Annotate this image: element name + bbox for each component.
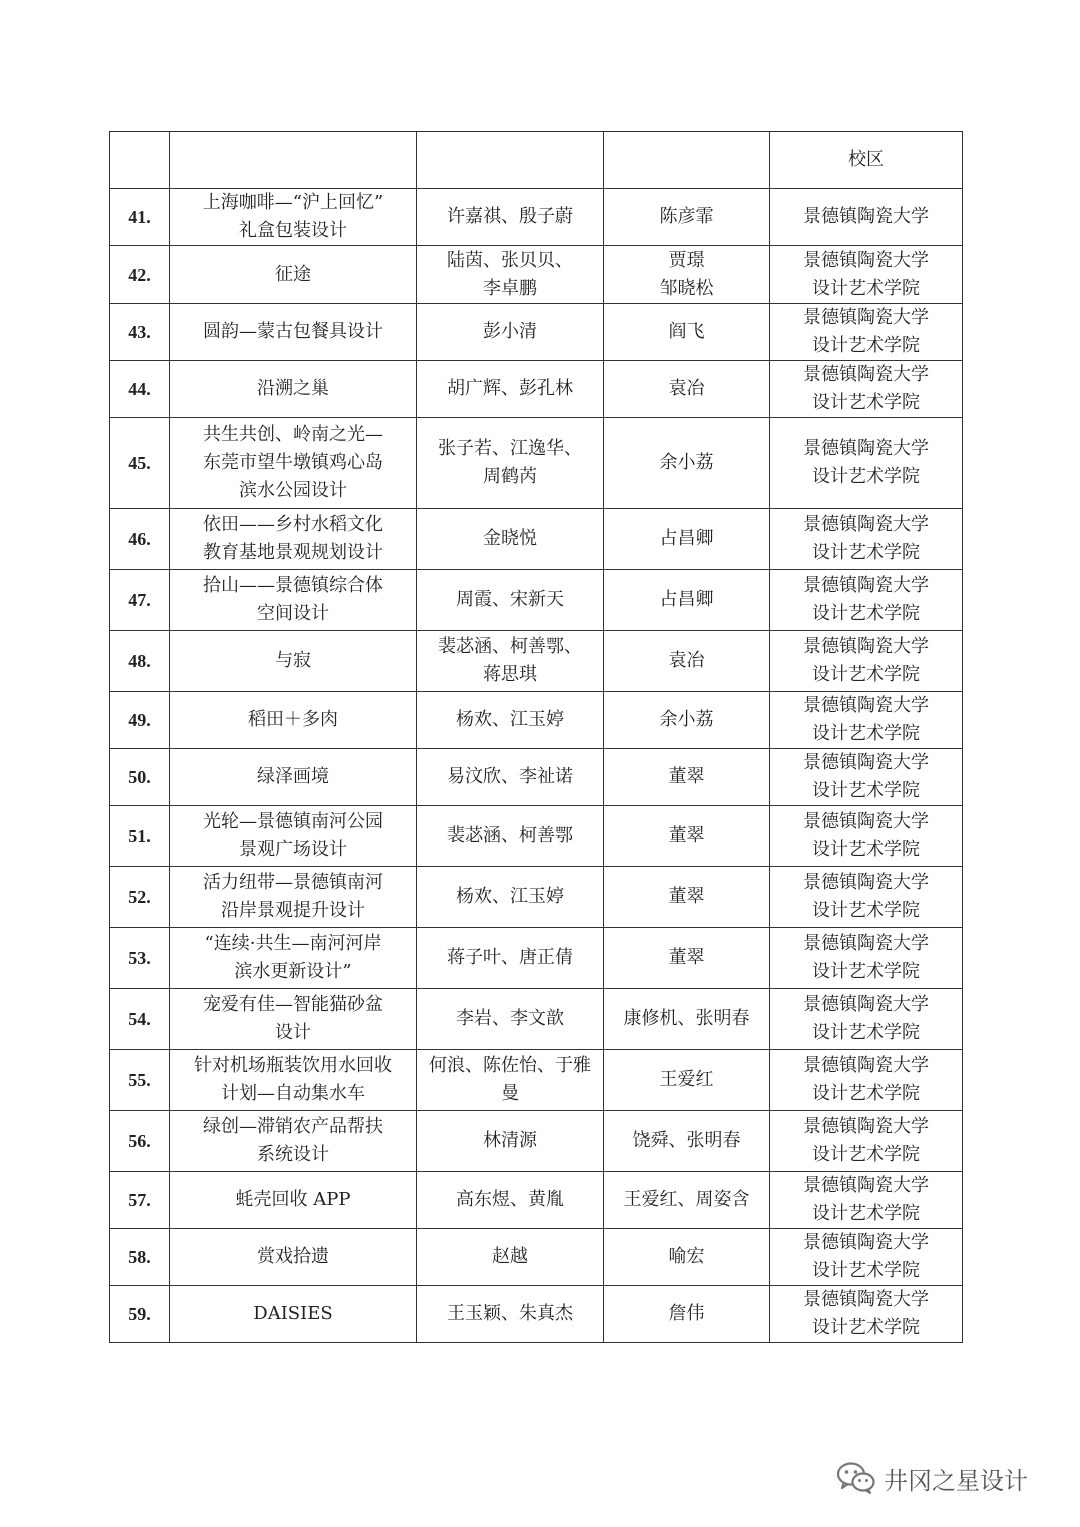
school-line: 景德镇陶瓷大学 [803,307,929,328]
advisor-line: 占昌卿 [659,589,714,610]
authors-cell [417,806,604,867]
author-line: 陆茵、张贝贝、 [447,249,573,271]
project-title-line: 与寂 [275,650,311,671]
author-line: 裴苾涵、柯善鄂 [447,825,573,846]
school-line: 景德镇陶瓷大学 [803,695,929,716]
table-row [110,1111,963,1172]
advisor-cell [604,1050,770,1111]
advisor-line: 董翠 [668,886,705,907]
author-line: 王玉颖、朱真杰 [447,1303,573,1324]
school-cell [770,1172,963,1229]
table-row [110,1229,963,1286]
header-cell-empty [604,132,770,189]
project-title-line: 沿岸景观提升设计 [221,900,365,921]
table-row [110,749,963,806]
school-line: 景德镇陶瓷大学 [803,933,929,954]
school-cell [770,692,963,749]
project-title-line: 圆韵—蒙古包餐具设计 [203,321,383,342]
row-number: 55. [110,1050,170,1111]
project-title-line: 宠爱有佳—智能猫砂盆 [203,994,383,1015]
author-line: 曼 [501,1083,519,1104]
authors-cell [417,867,604,928]
advisor-line: 邹晓松 [659,277,714,299]
row-number: 52. [110,867,170,928]
school-line: 设计艺术学院 [812,1203,920,1224]
advisor-line: 董翠 [668,947,705,968]
advisor-line: 袁冶 [668,650,705,671]
advisor-line: 余小荔 [659,709,714,730]
project-title-cell [170,418,417,509]
author-line: 何浪、陈佐怡、于雅 [429,1055,591,1076]
school-line: 设计艺术学院 [812,335,920,356]
advisor-cell [604,1286,770,1343]
advisor-line: 康修机、张明春 [623,1008,750,1029]
author-line: 高东煜、黄胤 [456,1189,564,1210]
school-line: 设计艺术学院 [812,961,920,982]
school-line: 设计艺术学院 [812,466,920,487]
wechat-icon [836,1461,876,1495]
advisor-line: 陈彦霏 [659,206,714,227]
advisor-cell [604,989,770,1050]
project-title-line: 上海咖啡—“沪上回忆” [202,192,384,213]
school-line: 景德镇陶瓷大学 [803,438,929,459]
row-number: 54. [110,989,170,1050]
table-row [110,246,963,304]
authors-cell [417,189,604,246]
school-line: 景德镇陶瓷大学 [803,1175,929,1196]
advisor-cell [604,1229,770,1286]
authors-cell [417,928,604,989]
project-title-line: 计划—自动集水车 [221,1083,365,1104]
row-number: 46. [110,509,170,570]
school-cell [770,928,963,989]
advisor-cell [604,631,770,692]
project-title-line: 蚝壳回收 APP [235,1189,351,1210]
school-line: 景德镇陶瓷大学 [803,811,929,832]
table-header-row [110,132,963,189]
project-title-line: DAISIES [253,1303,333,1324]
advisor-line: 贾璟 [668,249,705,271]
project-title-line: 绿泽画境 [257,766,329,787]
author-line: 金晓悦 [483,528,537,549]
school-cell [770,304,963,361]
project-title-cell [170,1286,417,1343]
school-cell [770,189,963,246]
project-title-line: 光轮—景德镇南河公园 [203,811,383,832]
advisor-cell [604,246,770,304]
project-title-cell [170,361,417,418]
author-line: 蒋思琪 [483,664,537,685]
school-line: 景德镇陶瓷大学 [803,575,929,596]
advisor-cell [604,570,770,631]
school-cell [770,418,963,509]
project-title-line: 征途 [275,263,311,285]
table-row [110,189,963,246]
project-title-line: 拾山——景德镇综合体 [203,575,383,596]
authors-cell [417,509,604,570]
wechat-watermark [836,1458,1028,1498]
author-line: 张子若、江逸华、 [438,438,582,459]
project-title-line: 系统设计 [257,1144,329,1165]
table-row [110,867,963,928]
school-line: 景德镇陶瓷大学 [803,249,929,271]
project-title-line: 沿溯之巢 [257,378,329,399]
authors-cell [417,692,604,749]
row-number: 51. [110,806,170,867]
school-line: 景德镇陶瓷大学 [803,752,929,773]
authors-cell [417,304,604,361]
school-line: 设计艺术学院 [812,542,920,563]
school-cell [770,1229,963,1286]
project-title-cell [170,631,417,692]
table-row [110,418,963,509]
authors-cell [417,1172,604,1229]
school-cell [770,361,963,418]
project-title-cell [170,1229,417,1286]
school-line: 设计艺术学院 [812,780,920,801]
watermark-text: 井冈之星设计 [884,1466,1028,1495]
row-number: 42. [110,246,170,304]
author-line: 许嘉祺、殷子蔚 [447,206,573,227]
authors-cell [417,361,604,418]
school-cell [770,867,963,928]
row-number: 45. [110,418,170,509]
authors-cell [417,1229,604,1286]
school-line: 景德镇陶瓷大学 [803,872,929,893]
school-line: 景德镇陶瓷大学 [803,364,929,385]
table-row [110,1050,963,1111]
advisor-cell [604,867,770,928]
project-title-line: 绿创—滞销农产品帮扶 [203,1116,383,1137]
advisor-cell [604,509,770,570]
project-title-line: 景观广场设计 [239,839,347,860]
project-title-cell [170,246,417,304]
header-cell-empty [110,132,170,189]
school-line: 设计艺术学院 [812,1083,920,1104]
authors-cell [417,631,604,692]
row-number: 43. [110,304,170,361]
authors-cell [417,1111,604,1172]
project-title-line: “连续·共生—南河河岸 [204,933,382,954]
school-line: 景德镇陶瓷大学 [803,636,929,657]
school-cell [770,749,963,806]
school-line: 设计艺术学院 [812,723,920,744]
school-cell [770,1050,963,1111]
authors-cell [417,989,604,1050]
school-line: 设计艺术学院 [812,1144,920,1165]
authors-cell [417,246,604,304]
school-cell [770,631,963,692]
project-title-cell [170,928,417,989]
advisor-cell [604,749,770,806]
school-line: 景德镇陶瓷大学 [803,1232,929,1253]
author-line: 李岩、李文歆 [456,1008,564,1029]
school-line: 设计艺术学院 [812,900,920,921]
advisor-line: 董翠 [668,766,705,787]
header-cell-campus: 校区 [770,132,963,189]
table-row [110,806,963,867]
authors-cell [417,1050,604,1111]
award-list-table [109,131,963,1343]
school-line: 设计艺术学院 [812,1317,920,1338]
school-line: 设计艺术学院 [812,839,920,860]
table-row [110,570,963,631]
advisor-cell [604,928,770,989]
advisor-cell [604,806,770,867]
row-number: 41. [110,189,170,246]
project-title-line: 教育基地景观规划设计 [203,542,383,563]
project-title-cell [170,867,417,928]
row-number: 47. [110,570,170,631]
project-title-cell [170,806,417,867]
table-row [110,304,963,361]
row-number: 53. [110,928,170,989]
authors-cell [417,570,604,631]
school-line: 设计艺术学院 [812,392,920,413]
advisor-line: 喻宏 [668,1246,705,1267]
author-line: 彭小清 [483,321,537,342]
school-cell [770,246,963,304]
project-title-line: 东莞市望牛墩镇鸡心岛 [203,452,383,473]
author-line: 赵越 [492,1246,528,1267]
school-cell [770,989,963,1050]
table-row [110,509,963,570]
project-title-cell [170,570,417,631]
school-line: 设计艺术学院 [812,277,920,299]
school-cell [770,509,963,570]
author-line: 裴苾涵、柯善鄂、 [438,636,582,657]
school-cell [770,1286,963,1343]
advisor-cell [604,418,770,509]
school-line: 设计艺术学院 [812,664,920,685]
author-line: 周霞、宋新天 [456,589,564,610]
project-title-cell [170,1050,417,1111]
school-line: 设计艺术学院 [812,1260,920,1281]
table-row [110,631,963,692]
advisor-cell [604,692,770,749]
advisor-cell [604,1172,770,1229]
project-title-line: 共生共创、岭南之光— [203,424,383,445]
advisor-cell [604,361,770,418]
table-row [110,361,963,418]
school-line: 景德镇陶瓷大学 [803,1055,929,1076]
school-cell [770,1111,963,1172]
author-line: 李卓鹏 [483,277,537,299]
project-title-line: 设计 [275,1022,311,1043]
advisor-line: 王爱红 [659,1069,714,1090]
project-title-line: 空间设计 [257,603,329,624]
project-title-line: 滨水公园设计 [239,480,347,501]
school-line: 景德镇陶瓷大学 [803,1289,929,1310]
project-title-cell [170,1111,417,1172]
row-number: 48. [110,631,170,692]
authors-cell [417,418,604,509]
school-line: 设计艺术学院 [812,1022,920,1043]
advisor-cell [604,189,770,246]
project-title-cell [170,692,417,749]
project-title-line: 稻田＋多肉 [248,709,338,730]
project-title-cell [170,1172,417,1229]
row-number: 59. [110,1286,170,1343]
advisor-line: 詹伟 [668,1303,705,1324]
author-line: 胡广辉、彭孔林 [447,378,573,399]
school-line: 景德镇陶瓷大学 [803,514,929,535]
author-line: 杨欢、江玉婷 [456,886,564,907]
author-line: 杨欢、江玉婷 [456,709,564,730]
advisor-line: 阎飞 [668,321,705,342]
advisor-line: 董翠 [668,825,705,846]
advisor-cell [604,304,770,361]
table-row [110,1172,963,1229]
table-row [110,989,963,1050]
project-title-line: 依田——乡村水稻文化 [203,514,383,535]
school-line: 景德镇陶瓷大学 [803,994,929,1015]
school-line: 设计艺术学院 [812,603,920,624]
school-cell [770,570,963,631]
project-title-line: 礼盒包装设计 [239,220,347,241]
advisor-line: 饶舜、张明春 [632,1130,741,1151]
author-line: 周鹤芮 [483,466,537,487]
row-number: 57. [110,1172,170,1229]
row-number: 44. [110,361,170,418]
advisor-line: 王爱红、周姿含 [623,1189,750,1210]
advisor-line: 袁冶 [668,378,705,399]
project-title-line: 滨水更新设计” [234,961,352,982]
row-number: 56. [110,1111,170,1172]
project-title-cell [170,989,417,1050]
author-line: 蒋子叶、唐正倩 [447,947,573,968]
row-number: 49. [110,692,170,749]
advisor-line: 余小荔 [659,452,714,473]
header-cell-empty [417,132,604,189]
header-cell-empty [170,132,417,189]
advisor-line: 占昌卿 [659,528,714,549]
project-title-line: 活力纽带—景德镇南河 [203,872,383,893]
authors-cell [417,1286,604,1343]
author-line: 易汶欣、李祉诺 [447,766,573,787]
table-row [110,1286,963,1343]
school-cell [770,806,963,867]
authors-cell [417,749,604,806]
project-title-cell [170,304,417,361]
school-line: 景德镇陶瓷大学 [803,206,929,227]
table-row [110,692,963,749]
author-line: 林清源 [483,1130,537,1151]
project-title-cell [170,509,417,570]
row-number: 58. [110,1229,170,1286]
school-line: 景德镇陶瓷大学 [803,1116,929,1137]
project-title-cell [170,749,417,806]
project-title-cell [170,189,417,246]
advisor-cell [604,1111,770,1172]
project-title-line: 赏戏拾遗 [257,1246,329,1267]
project-title-line: 针对机场瓶装饮用水回收 [194,1055,392,1076]
row-number: 50. [110,749,170,806]
table-row [110,928,963,989]
